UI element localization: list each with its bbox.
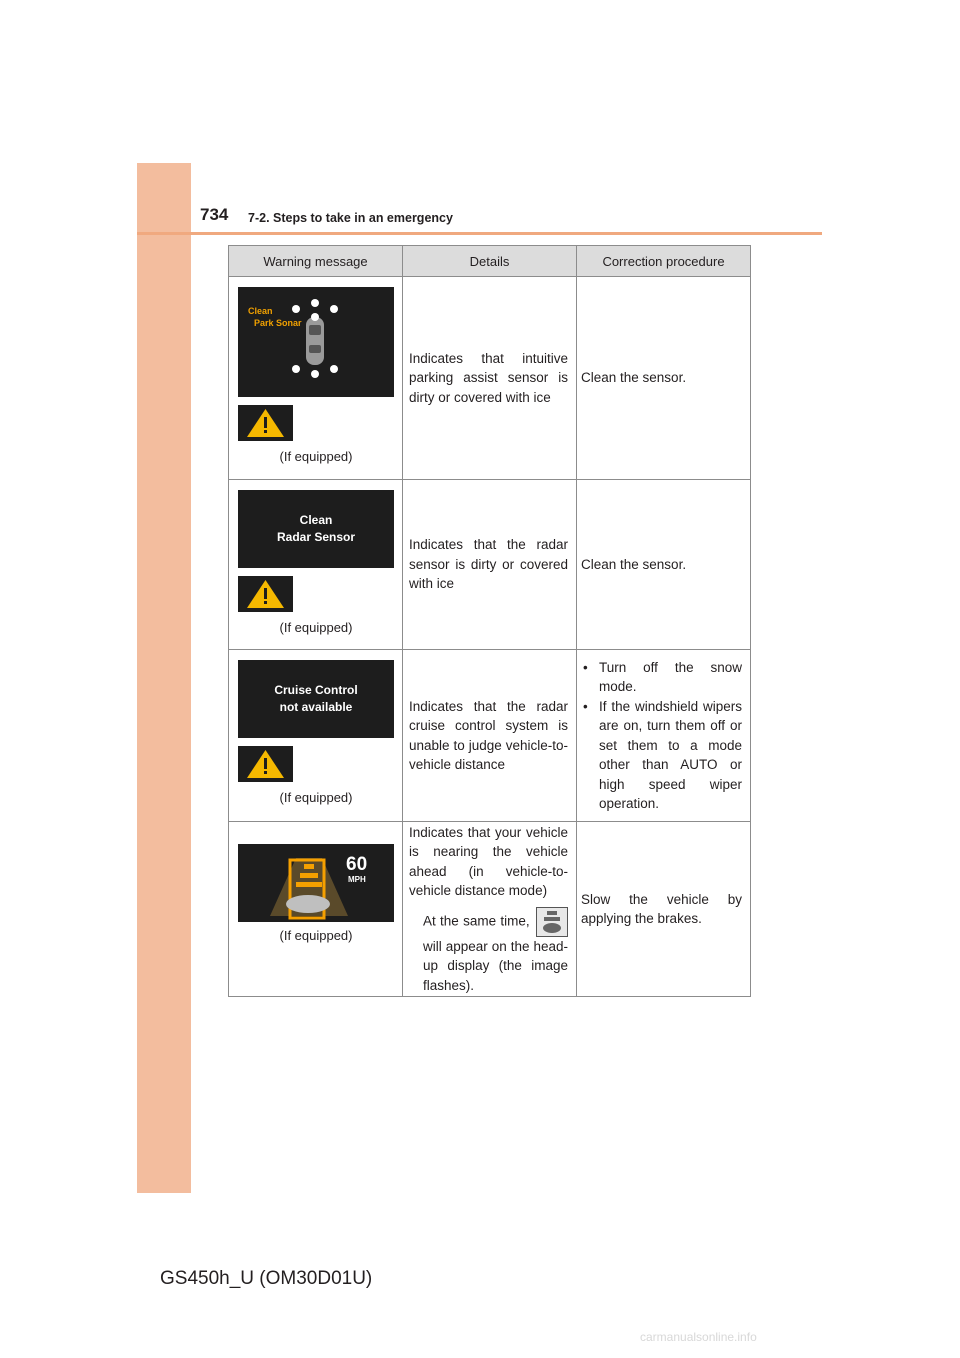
- chapter-sidebar: [137, 163, 191, 1193]
- column-header: Details: [403, 246, 577, 277]
- warning-triangle-icon: [238, 576, 293, 612]
- table-row: [229, 822, 751, 997]
- section-title: 7-2. Steps to take in an emergency: [248, 211, 453, 225]
- details-cell: [403, 650, 577, 822]
- correction-cell: [577, 277, 751, 480]
- details-note: At the same time,: [423, 913, 530, 929]
- details-cell: [403, 480, 577, 650]
- details-note: will appear on the head-up display (the image flashes).: [423, 938, 568, 993]
- if-equipped-note: (If equipped): [279, 620, 353, 635]
- warning-image-cell: [229, 480, 403, 650]
- head-up-display-icon: [536, 907, 568, 937]
- warning-image-cell: [229, 822, 403, 997]
- column-header: Correction procedure: [577, 246, 751, 277]
- page-number: 734: [200, 205, 229, 224]
- car-top-view-icon: [306, 317, 324, 365]
- warning-table: [228, 245, 751, 997]
- cruise-control-display: [238, 660, 394, 738]
- display-text: Radar Sensor: [276, 530, 356, 544]
- warning-triangle-icon: [238, 746, 293, 782]
- correction-cell: [577, 480, 751, 650]
- warning-image-cell: [229, 650, 403, 822]
- correction-text: Clean the sensor.: [581, 370, 687, 386]
- watermark: carmanualsonline.info: [640, 1330, 757, 1344]
- details-text: Indicates that the radar sensor is dirty or covered with ice: [409, 537, 568, 592]
- if-equipped-note: (If equipped): [279, 449, 353, 464]
- vehicle-ahead-icon: [286, 895, 330, 913]
- table-row: [229, 277, 751, 480]
- speed-unit: MPH: [348, 875, 366, 884]
- display-text: Cruise Control: [274, 683, 358, 697]
- correction-list: [577, 658, 750, 814]
- details-text: Indicates that your vehicle is nearing the vehicle ahead (in vehicle-to-vehicle distance mode): [409, 824, 568, 899]
- if-equipped-note: (If equipped): [279, 928, 353, 943]
- correction-text: Slow the vehicle by applying the brakes.: [581, 891, 742, 926]
- radar-sensor-display: [238, 490, 394, 568]
- park-sonar-display: [238, 287, 394, 397]
- list-item: • Turn off the snow mode.: [583, 659, 742, 694]
- details-text: Indicates that intuitive parking assist sensor is dirty or covered with ice: [409, 350, 568, 405]
- if-equipped-note: (If equipped): [279, 790, 353, 805]
- list-item: • If the windshield wipers are on, turn them off or set them to a mode other than AUTO or high speed wiper operation.: [583, 698, 742, 811]
- correction-text: Clean the sensor.: [581, 556, 687, 572]
- table-row: [229, 650, 751, 822]
- table-header-row: [229, 246, 751, 277]
- display-text: Park Sonar: [254, 318, 302, 328]
- table-row: [229, 480, 751, 650]
- display-text: not available: [279, 700, 353, 714]
- details-cell: [403, 277, 577, 480]
- speed-value: 60: [346, 854, 368, 875]
- model-footer: GS450h_U (OM30D01U): [160, 1268, 373, 1289]
- display-text: Clean: [299, 513, 333, 527]
- details-text: Indicates that the radar cruise control system is unable to judge vehicle-to-vehicle distance: [409, 698, 568, 772]
- vehicle-distance-display: [238, 844, 394, 922]
- correction-cell: [577, 822, 751, 997]
- details-cell: [403, 822, 577, 997]
- header-rule: [137, 232, 822, 235]
- correction-cell: [577, 650, 751, 822]
- warning-triangle-icon: [238, 405, 293, 441]
- column-header: Warning message: [229, 246, 403, 277]
- display-text: Clean: [248, 306, 273, 316]
- warning-image-cell: [229, 277, 403, 480]
